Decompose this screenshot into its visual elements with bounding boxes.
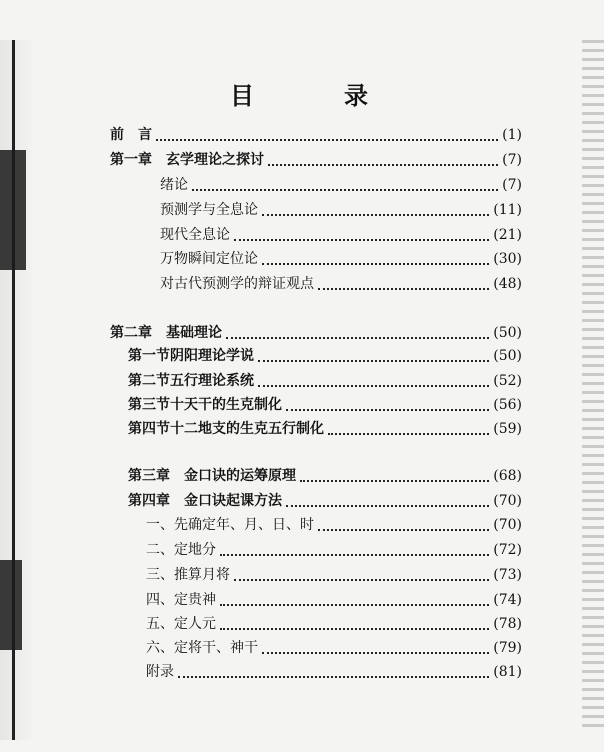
toc-entry-section-4[interactable] <box>128 418 522 440</box>
leader-dots <box>234 217 489 241</box>
page-title <box>230 76 370 111</box>
leader-dots <box>286 387 489 411</box>
toc-entry-dialectic[interactable] <box>160 273 522 295</box>
title-char-1: 目 <box>230 81 256 110</box>
toc-entry-page: (30) <box>493 251 522 267</box>
leader-dots <box>156 117 498 141</box>
scan-blot-lower <box>0 560 22 650</box>
toc-entry-label: 六、定将干、神干 <box>146 640 258 656</box>
scan-blot-upper <box>0 150 26 270</box>
toc-entry-page: (21) <box>493 227 522 243</box>
toc-entry-page: (74) <box>493 592 522 608</box>
toc-entry-label: 预测学与全息论 <box>160 202 258 218</box>
toc-entry-label: 第四节十二地支的生克五行制化 <box>128 421 324 437</box>
toc-entry-page: (7) <box>502 177 522 193</box>
leader-dots <box>220 532 489 556</box>
leader-dots <box>262 241 489 265</box>
leader-dots <box>192 167 498 191</box>
toc-entry-label: 第四章 金口诀起课方法 <box>128 493 282 509</box>
toc-entry-page: (70) <box>493 517 522 533</box>
toc-entry-label: 附录 <box>146 664 174 680</box>
leader-dots <box>220 606 489 630</box>
leader-dots <box>258 338 489 362</box>
toc-entry-label: 二、定地分 <box>146 542 216 558</box>
toc-entry-page: (68) <box>493 468 522 484</box>
toc-entry-page: (56) <box>493 397 522 413</box>
toc-entry-label: 第三节十天干的生克制化 <box>128 397 282 413</box>
toc-entry-label: 五、定人元 <box>146 616 216 632</box>
leader-dots <box>220 582 489 606</box>
toc-entry-page: (50) <box>493 348 522 364</box>
toc-entry-page: (81) <box>493 664 522 680</box>
toc-entry-label: 绪论 <box>160 177 188 193</box>
toc-entry-label: 对古代预测学的辩证观点 <box>160 276 314 292</box>
leader-dots <box>286 483 489 507</box>
toc-entry-page: (1) <box>502 127 522 143</box>
toc-entry-label: 万物瞬间定位论 <box>160 251 258 267</box>
toc-entry-page: (50) <box>493 325 522 341</box>
toc-entry-label: 四、定贵神 <box>146 592 216 608</box>
leader-dots <box>300 458 489 482</box>
scan-edge-right <box>582 40 604 730</box>
toc-entry-label: 一、先确定年、月、日、时 <box>146 517 314 533</box>
toc-entry-page: (79) <box>493 640 522 656</box>
toc-entry-label: 三、推算月将 <box>146 567 230 583</box>
toc-entry-label: 现代全息论 <box>160 227 230 243</box>
leader-dots <box>262 192 489 216</box>
toc-entry-page: (70) <box>493 493 522 509</box>
leader-dots <box>226 315 489 339</box>
toc-entry-page: (11) <box>493 202 522 218</box>
leader-dots <box>258 363 489 387</box>
leader-dots <box>318 266 489 290</box>
toc-entry-page: (78) <box>493 616 522 632</box>
toc-entry-page: (52) <box>493 373 522 389</box>
toc-entry-page: (48) <box>493 276 522 292</box>
toc-entry-page: (73) <box>493 567 522 583</box>
leader-dots <box>234 557 489 581</box>
toc-entry-label: 前 言 <box>110 127 152 143</box>
title-char-2: 录 <box>344 81 370 110</box>
leader-dots <box>328 411 489 435</box>
toc-entry-label: 第二章 基础理论 <box>110 325 222 341</box>
toc-entry-appendix[interactable] <box>146 661 522 683</box>
leader-dots <box>318 507 489 531</box>
toc-entry-label: 第三章 金口诀的运筹原理 <box>128 468 296 484</box>
toc-entry-page: (59) <box>493 421 522 437</box>
leader-dots <box>262 630 489 654</box>
leader-dots <box>268 142 498 166</box>
toc-entry-label: 第一节阴阳理论学说 <box>128 348 254 364</box>
toc-entry-page: (72) <box>493 542 522 558</box>
leader-dots <box>178 654 489 678</box>
toc-entry-label: 第一章 玄学理论之探讨 <box>110 152 264 168</box>
toc-entry-page: (7) <box>502 152 522 168</box>
toc-entry-label: 第二节五行理论系统 <box>128 373 254 389</box>
